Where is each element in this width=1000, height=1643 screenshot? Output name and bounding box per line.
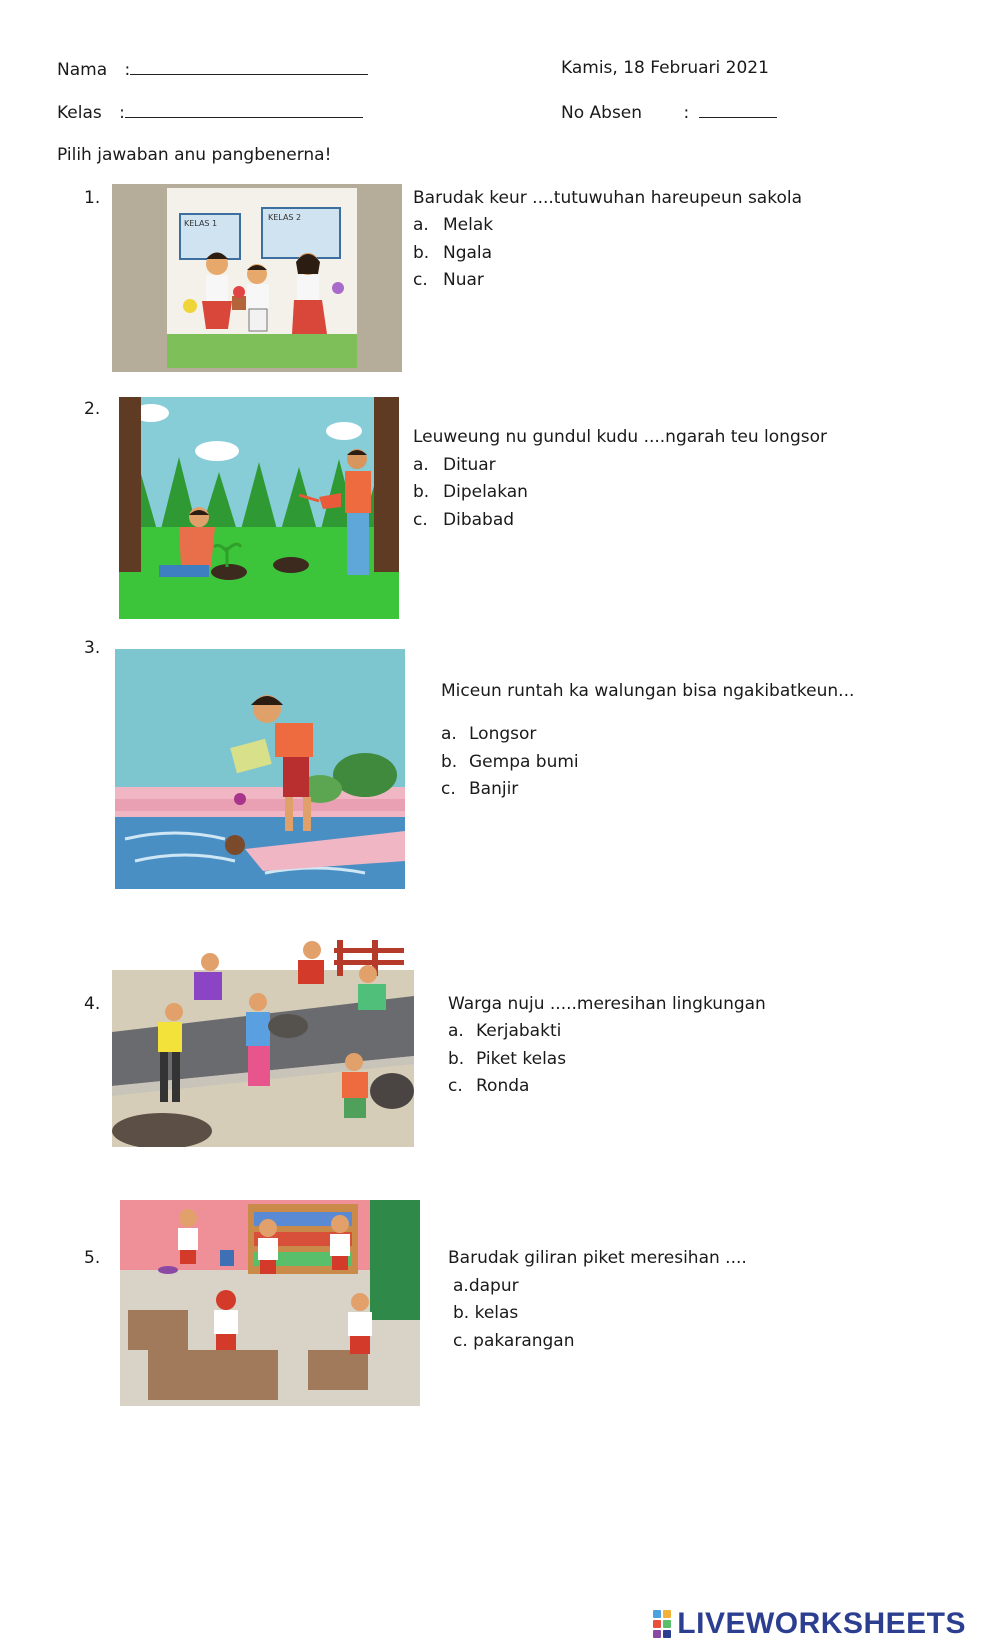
question-1-image [112, 184, 402, 372]
brand-name: LIVEWORKSHEETS [677, 1607, 966, 1640]
question-3-image [115, 649, 405, 889]
option-c[interactable]: c. Ronda [448, 1076, 530, 1096]
nama-colon: : [124, 60, 131, 80]
question-number: 1. [84, 188, 101, 208]
question-text: Warga nuju .....meresihan lingkungan [448, 994, 766, 1014]
absen-colon: : [683, 103, 690, 123]
option-a[interactable]: a. Melak [413, 215, 494, 235]
question-number: 2. [84, 399, 101, 419]
nama-label: Nama [57, 60, 108, 80]
kelas-row [57, 101, 363, 123]
question-text: Barudak keur ....tutuwuhan hareupeun sakola [413, 188, 803, 208]
question-number: 5. [84, 1248, 101, 1268]
question-number: 4. [84, 994, 101, 1014]
question-text: Miceun runtah ka walungan bisa ngakibatkeun... [441, 681, 855, 701]
option-c[interactable]: c. Dibabad [413, 510, 515, 530]
question-4-image [112, 936, 414, 1147]
option-a[interactable]: a. Longsor [441, 724, 537, 744]
absen-label: No Absen [561, 103, 643, 123]
option-a[interactable]: a. Dituar [413, 455, 496, 475]
question-number: 3. [84, 638, 101, 658]
option-c[interactable]: c. Nuar [413, 270, 484, 290]
absen-field[interactable] [699, 101, 777, 118]
nama-row [57, 58, 368, 80]
option-c[interactable]: c. Banjir [441, 779, 519, 799]
option-a[interactable]: a. Kerjabakti [448, 1021, 562, 1041]
question-text: Barudak giliran piket meresihan .... [448, 1248, 747, 1268]
kelas-2-sign: KELAS 2 [268, 213, 302, 222]
liveworksheets-logo[interactable] [653, 1607, 966, 1641]
option-b[interactable]: b. Ngala [413, 243, 493, 263]
option-b[interactable]: b. Piket kelas [448, 1049, 567, 1069]
question-text: Leuweung nu gundul kudu ....ngarah teu longsor [413, 427, 827, 447]
question-5-image [108, 1200, 434, 1406]
option-b[interactable]: b. Gempa bumi [441, 752, 579, 772]
kelas-1-sign: KELAS 1 [184, 219, 218, 228]
instruction: Pilih jawaban anu pangbenerna! [57, 145, 332, 165]
option-b[interactable]: b. Dipelakan [413, 482, 528, 502]
kelas-field[interactable] [125, 101, 363, 118]
option-a[interactable]: a.dapur [453, 1276, 519, 1296]
kelas-colon: : [119, 103, 125, 123]
option-c[interactable]: c. pakarangan [453, 1331, 575, 1351]
question-2-image [119, 397, 399, 619]
absen-row [561, 101, 777, 123]
logo-grid-icon [653, 1610, 671, 1638]
nama-field[interactable] [130, 58, 368, 75]
date: Kamis, 18 Februari 2021 [561, 58, 769, 78]
kelas-label: Kelas [57, 103, 102, 123]
option-b[interactable]: b. kelas [453, 1303, 519, 1323]
